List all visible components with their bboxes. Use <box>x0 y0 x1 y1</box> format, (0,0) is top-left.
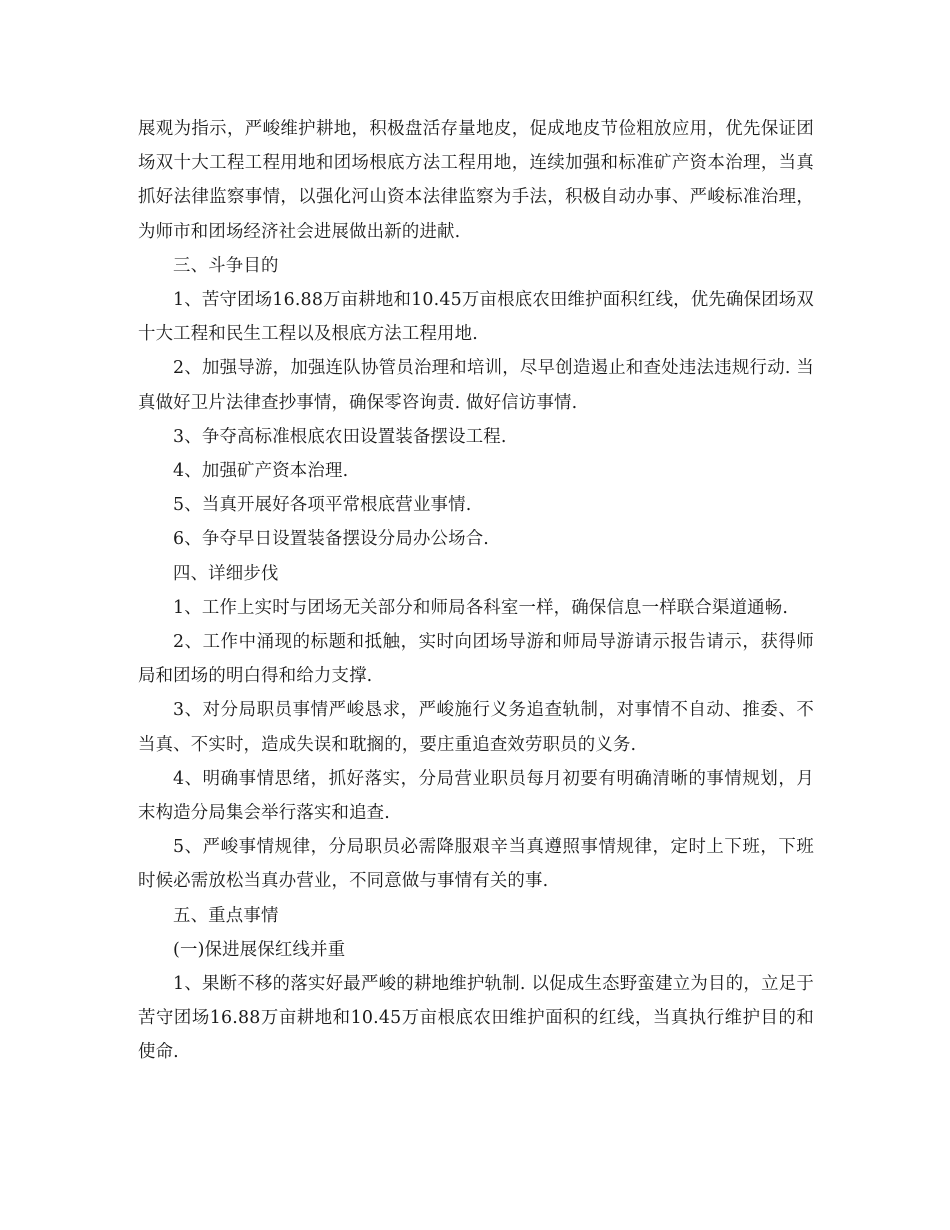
goal-item-5: 5、当真开展好各项平常根底营业事情. <box>173 495 472 516</box>
key-work-item-1: 1、果断不移的落实好最严峻的耕地维护轨制. 以促成生态野蛮建立为目的，立足于苦守团场16.88万亩耕地和10.45万亩根底农田维护面积的红线，当真执行维护目的和使命. <box>138 974 814 1063</box>
measure-item-1: 1、工作上实时与团场无关部分和师局各科室一样，确保信息一样联合渠道通畅. <box>173 597 789 618</box>
goal-item-3: 3、争夺高标准根底农田设置装备摆设工程. <box>173 426 507 447</box>
goal-item-4: 4、加强矿产资本治理. <box>173 461 349 482</box>
goal-item-1: 1、苦守团场16.88万亩耕地和10.45万亩根底农田维护面积红线，优先确保团场双十大工程和民生工程以及根底方法工程用地. <box>138 290 814 345</box>
measure-item-4: 4、明确事情思绪，抓好落实，分局营业职员每月初要有明确清晰的事情规划，月末构造分局集会举行落实和追查. <box>138 768 814 824</box>
subsection-heading-1: (一)保进展保红线并重 <box>173 939 346 960</box>
paragraph-intro-continuation: 展观为指示，严峻维护耕地，积极盘活存量地皮，促成地皮节俭粗放应用，优先保证团场双十大工程工程用地和团场根底方法工程用地，连续加强和标准矿产资本治理，当真抓好法律监察事情，以强化河山资本法律监察为手法，积极自动办事、严峻标准治理，为师市和团场经济社会进展做出新的进献. <box>138 119 814 242</box>
section-heading-key-work: 五、重点事情 <box>173 905 279 926</box>
measure-item-2: 2、工作中涌现的标题和抵触，实时向团场导游和师局导游请示报告请示，获得师局和团场的明白得和给力支撑. <box>138 632 814 687</box>
section-heading-measures: 四、详细步伐 <box>173 563 279 584</box>
goal-item-2: 2、加强导游，加强连队协管员治理和培训，尽早创造遏止和查处违法违规行动. 当真做好卫片法律查抄事情，确保零咨询责. 做好信访事情. <box>138 358 814 413</box>
goal-item-6: 6、争夺早日设置装备摆设分局办公场合. <box>173 529 490 550</box>
document-body <box>138 112 814 1070</box>
section-heading-goals: 三、斗争目的 <box>173 255 279 276</box>
measure-item-3: 3、对分局职员事情严峻恳求，严峻施行义务追查轨制，对事情不自动、推委、不当真、不实时，造成失误和耽搁的，要庄重追查效劳职员的义务. <box>138 700 814 755</box>
measure-item-5: 5、严峻事情规律，分局职员必需降服艰辛当真遵照事情规律，定时上下班，下班时候必需放松当真办营业，不同意做与事情有关的事. <box>138 837 814 892</box>
